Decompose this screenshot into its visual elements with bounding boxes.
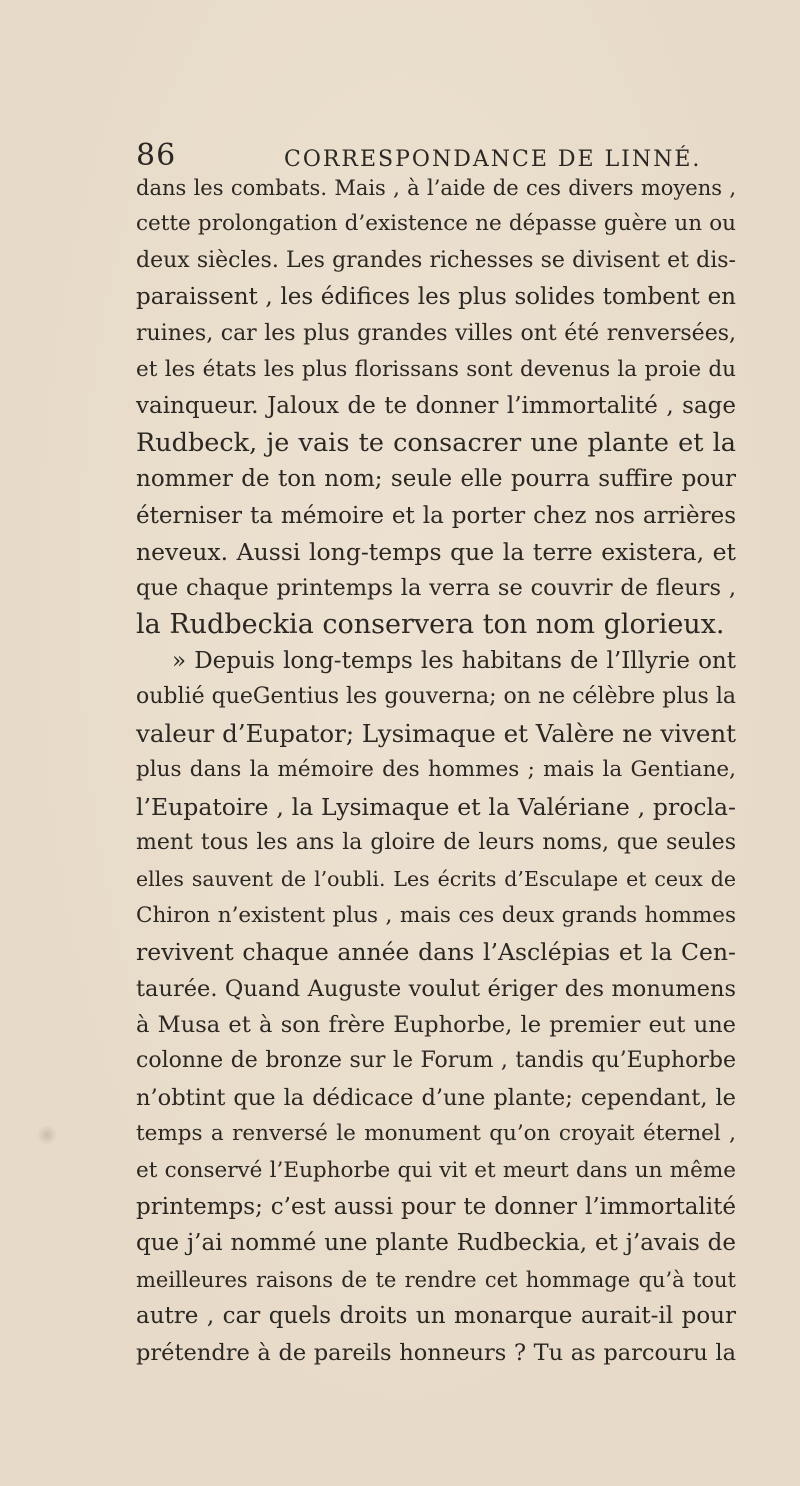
text-line: » Depuis long-temps les habitans de l’Illyrie ont (172, 648, 736, 675)
text-line: temps a renversé le monument qu’on croyait éternel , (136, 1121, 736, 1147)
text-line: éterniser ta mémoire et la porter chez nos arrières (136, 502, 736, 529)
text-line: autre , car quels droits un monarque aurait-il pour (136, 1303, 736, 1330)
text-line: Chiron n’existent plus , mais ces deux grands hommes (136, 902, 736, 928)
text-line: plus dans la mémoire des hommes ; mais la Gentiane, (136, 757, 736, 783)
text-line: taurée. Quand Auguste voulut ériger des monumens (136, 975, 736, 1002)
text-line: l’Eupatoire , la Lysimaque et la Valériane , procla- (136, 792, 736, 821)
text-line: ment tous les ans la gloire de leurs noms, que seules (136, 830, 736, 856)
text-line: Rudbeck, je vais te consacrer une plante et la (136, 427, 736, 458)
text-line: ruines, car les plus grandes villes ont été renversées, (136, 320, 736, 346)
text-line: cette prolongation d’existence ne dépasse guère un ou (136, 211, 736, 237)
text-line: et conservé l’Euphorbe qui vit et meurt dans un même (136, 1157, 736, 1183)
text-line: elles sauvent de l’oubli. Les écrits d’Esculape et ceux de (136, 867, 736, 892)
text-line: n’obtint que la dédicace d’une plante; cependant, le (136, 1084, 736, 1111)
text-line: printemps; c’est aussi pour te donner l’immortalité (136, 1193, 736, 1220)
paper-stain (38, 1124, 56, 1146)
text-line: à Musa et à son frère Euphorbe, le premier eut une (136, 1011, 736, 1038)
body-text (136, 170, 736, 1371)
text-line: la Rudbeckia conservera ton nom glorieux. (136, 608, 725, 640)
text-line: dans les combats. Mais , à l’aide de ces divers moyens , (136, 176, 736, 200)
page-header (136, 138, 736, 172)
text-line: valeur d’Eupator; Lysimaque et Valère ne vivent (136, 718, 736, 748)
text-line: meilleures raisons de te rendre cet hommage qu’à tout (136, 1267, 736, 1292)
text-line: vainqueur. Jaloux de te donner l’immortalité , sage (136, 393, 736, 420)
text-line: et les états les plus florissans sont devenus la proie du (136, 356, 736, 382)
text-line: paraissent , les édifices les plus solides tombent en (136, 284, 736, 311)
page-number: 86 (136, 138, 177, 173)
text-line: que chaque printemps la verra se couvrir de fleurs , (136, 575, 736, 602)
text-line: revivent chaque année dans l’Asclépias et la Cen- (136, 938, 736, 967)
text-line: nommer de ton nom; seule elle pourra suffire pour (136, 466, 736, 493)
text-line: oublié queGentius les gouverna; on ne célèbre plus la (136, 684, 736, 710)
text-line: colonne de bronze sur le Forum , tandis qu’Euphorbe (136, 1048, 736, 1074)
text-line: que j’ai nommé une plante Rudbeckia, et j’avais de (136, 1230, 736, 1257)
text-line: neveux. Aussi long-temps que la terre existera, et (136, 537, 736, 566)
text-line: prétendre à de pareils honneurs ? Tu as parcouru la (136, 1339, 736, 1366)
text-line: deux siècles. Les grandes richesses se divisent et dis- (136, 247, 736, 273)
running-title: CORRESPONDANCE DE LINNÉ. (284, 147, 702, 172)
